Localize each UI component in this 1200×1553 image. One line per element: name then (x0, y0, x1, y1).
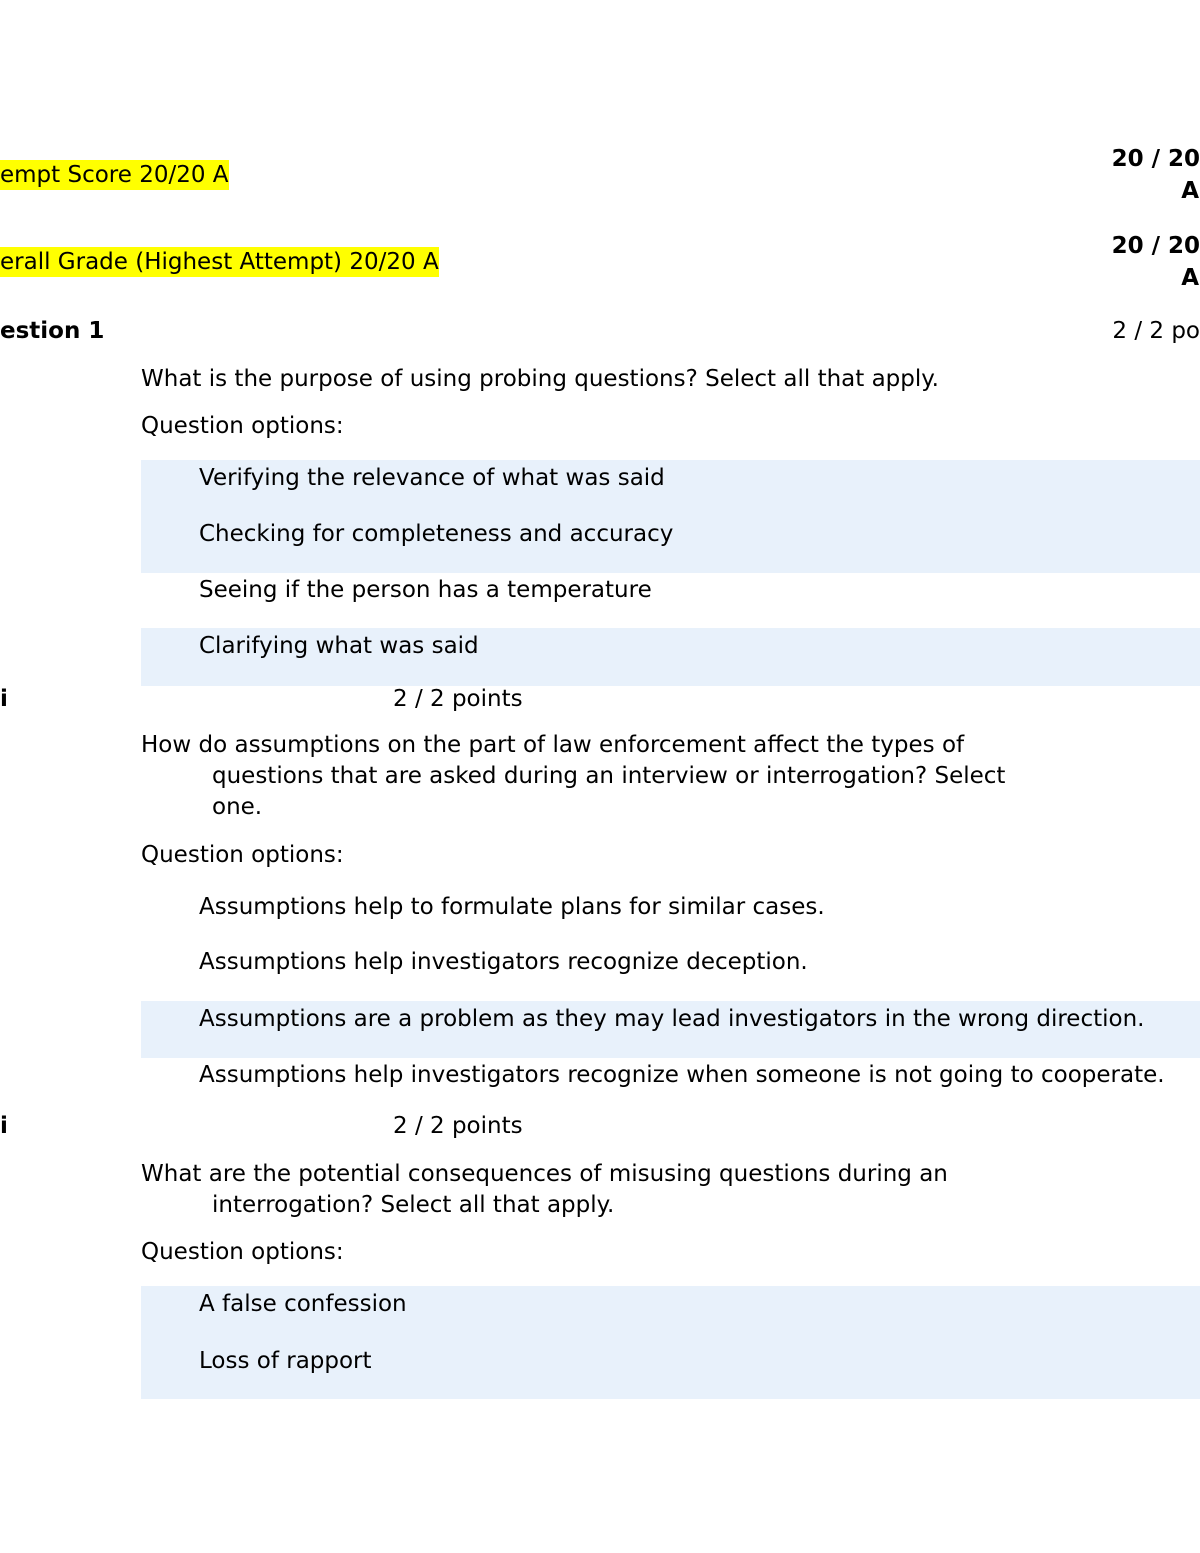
question-1-points: 2 / 2 po (1112, 318, 1200, 344)
question-2-stem-line-2: questions that are asked during an interview or interrogation? Select (212, 763, 1006, 789)
question-2-points: 2 / 2 points (393, 686, 523, 712)
question-3-stem (141, 1159, 948, 1221)
question-1-options-label: Question options: (141, 413, 344, 439)
attempt-score-value: 20 / 20 (1111, 146, 1200, 172)
question-3-options-label: Question options: (141, 1239, 344, 1265)
attempt-grade-value: A (1181, 178, 1199, 204)
question-2-option-3[interactable]: Assumptions are a problem as they may lead investigators in the wrong direction. (199, 1006, 1145, 1032)
question-2-stem (141, 730, 1005, 823)
overall-grade-label: erall Grade (Highest Attempt) 20/20 A (0, 249, 439, 275)
question-2-option-4[interactable]: Assumptions help investigators recognize when someone is not going to cooperate. (199, 1062, 1165, 1088)
question-3-option-1[interactable]: A false confession (199, 1291, 407, 1317)
overall-score-value: 20 / 20 (1111, 233, 1200, 259)
question-1-stem: What is the purpose of using probing questions? Select all that apply. (141, 366, 939, 392)
question-1-option-1[interactable]: Verifying the relevance of what was said (199, 465, 665, 491)
question-1-option-2[interactable]: Checking for completeness and accuracy (199, 521, 674, 547)
question-3-points: 2 / 2 points (393, 1113, 523, 1139)
question-3-title: i (0, 1113, 8, 1139)
question-2-option-1[interactable]: Assumptions help to formulate plans for similar cases. (199, 894, 825, 920)
question-1-option-3[interactable]: Seeing if the person has a temperature (199, 577, 652, 603)
question-1-title: estion 1 (0, 318, 105, 344)
question-3-option-2[interactable]: Loss of rapport (199, 1348, 372, 1374)
question-2-stem-line-1: How do assumptions on the part of law enforcement affect the types of (141, 732, 965, 758)
question-3-stem-line-1: What are the potential consequences of misusing questions during an (141, 1161, 948, 1187)
question-3-stem-line-2: interrogation? Select all that apply. (212, 1192, 615, 1218)
overall-grade-value: A (1181, 265, 1199, 291)
attempt-score-label: empt Score 20/20 A (0, 162, 229, 188)
question-2-options-label: Question options: (141, 842, 344, 868)
question-1-option-4[interactable]: Clarifying what was said (199, 633, 479, 659)
question-2-title: i (0, 686, 8, 712)
question-2-option-2[interactable]: Assumptions help investigators recognize deception. (199, 949, 808, 975)
question-2-stem-line-3: one. (212, 794, 263, 820)
